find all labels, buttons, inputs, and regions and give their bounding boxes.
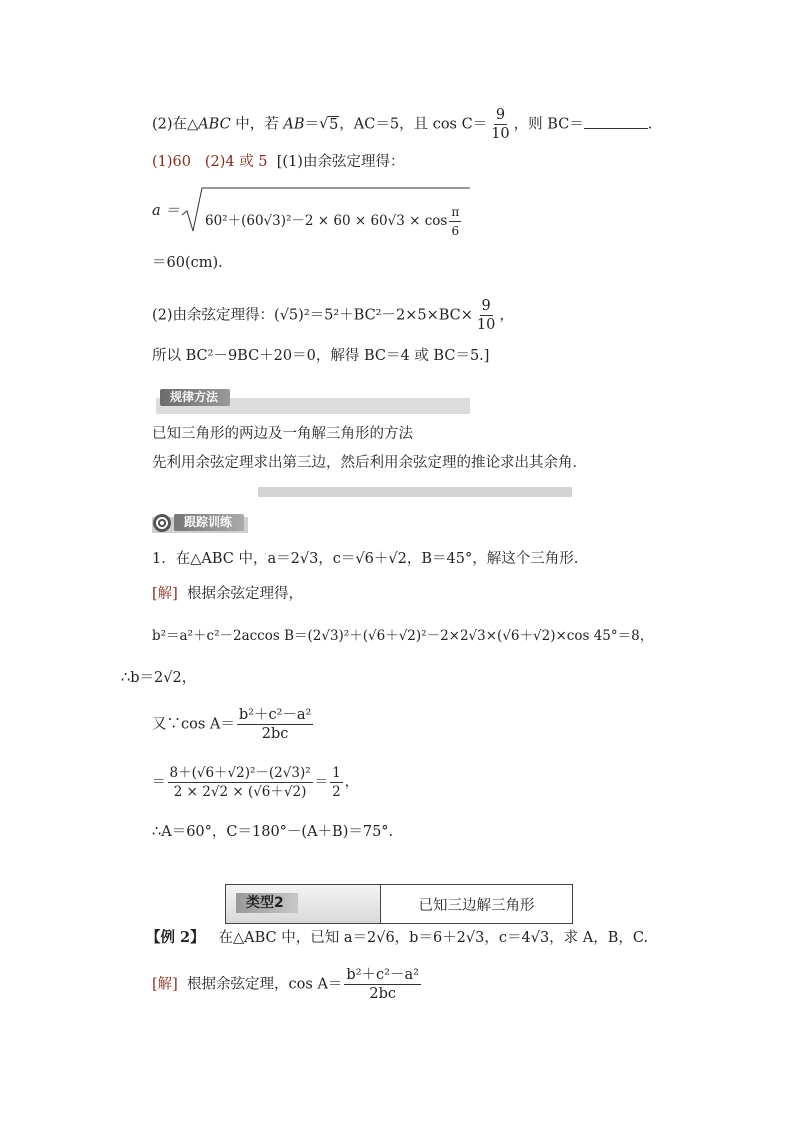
formula-a-body: [205, 203, 463, 240]
solution-2-end: ，: [499, 307, 514, 324]
question-2: [152, 106, 652, 143]
solution-1-intro: [152, 584, 303, 604]
eval-end: ，: [344, 774, 359, 790]
q2-frac-num: 9: [495, 107, 506, 123]
exercise-1: 1．在△ABC 中，a＝2√3，c＝√6＋√2，B＝45°，解这个三角形.: [152, 551, 579, 567]
solution-2-line: [152, 297, 514, 334]
final-line: ∴A＝60°，C＝180°－(A＋B)＝75°.: [152, 824, 394, 840]
example-2-tag: 【例 2】: [146, 929, 205, 946]
method-title: 已知三角形的两边及一角解三角形的方法: [152, 426, 413, 442]
eval-eq2: ＝: [314, 774, 329, 790]
method-tag: 规律方法: [160, 389, 230, 406]
solution-2-conclusion: 所以 BC²－9BC＋20＝0，解得 BC＝4 或 BC＝5.]: [152, 348, 490, 364]
b-value-line: ∴b＝2√2，: [121, 670, 197, 686]
target-icon: [153, 514, 171, 532]
q2-sqrt5: [319, 115, 339, 135]
half-den: 2: [332, 784, 341, 800]
eval-num: 8＋(√6＋√2)²－(2√3)²: [169, 765, 311, 781]
solution-2-cos-fraction: [344, 966, 421, 1003]
example-2-text: 在△ABC 中，已知 a＝2√6，b＝6＋2√3，c＝4√3，求 A，B，C.: [218, 930, 649, 946]
solution-2-den: 10: [476, 317, 496, 333]
cos-a-eval-line: [152, 764, 358, 801]
eq-60cm: ＝60(cm)．: [152, 255, 233, 271]
type-label-cell: [226, 885, 381, 923]
solution-2-intro-text: 根据余弦定理，cos A＝: [187, 976, 343, 993]
q2-sqrt5-value: 5: [329, 116, 339, 133]
solution-2-cos-den: 2bc: [369, 986, 396, 1002]
solution-2-label: [解]: [152, 976, 178, 993]
cos-a-den: 2bc: [261, 726, 289, 742]
solution-2-text: (2)由余弦定理得：(√5)²＝5²＋BC²－2×5×BC×: [152, 307, 473, 324]
q2-then: ，则 BC＝: [513, 116, 584, 133]
method-body: 先利用余弦定理求出第三边，然后利用余弦定理的推论求出其余角．: [152, 455, 587, 471]
half-fraction: [330, 764, 343, 801]
eval-den: 2 × 2√2 × (√6＋√2): [173, 784, 307, 800]
eval-fraction: [168, 764, 313, 801]
formula-a-text: 60²＋(60√3)²－2 × 60 × 60√3 × cos: [205, 213, 448, 229]
answer-1: (1)60: [152, 154, 191, 170]
q2-frac-den: 10: [491, 126, 510, 142]
section-divider: [258, 487, 572, 497]
solution-2-cos-num: b²＋c²－a²: [346, 967, 419, 983]
pi-over-6: [449, 203, 461, 240]
cos-a-num: b²＋c²－a²: [238, 707, 312, 723]
solution-1-label: [解]: [152, 586, 178, 602]
cos-a-line: [152, 706, 315, 743]
type-box: [225, 884, 573, 924]
q2-ac-text: ，AC＝5，且 cos C＝: [339, 116, 488, 133]
q2-eq: ＝: [304, 116, 320, 133]
q2-mid: 中，若: [230, 116, 284, 133]
q2-prefix: (2)在△: [152, 116, 199, 133]
b-squared-line: b²＝a²＋c²－2accos B＝(2√3)²＋(√6＋√2)²－2×2√3×(√6＋√2)×cos 45°＝8，: [152, 628, 654, 644]
cos-a-fraction: [237, 706, 314, 743]
answer-rest: [(1)由余弦定理得：: [276, 154, 405, 170]
solution-2-num: 9: [481, 298, 491, 314]
eval-eq: ＝: [152, 774, 166, 790]
solution-1-text: 根据余弦定理得，: [187, 586, 304, 602]
q2-ab: AB: [283, 116, 305, 133]
pi-num: π: [449, 203, 461, 222]
track-tag: 跟踪训练: [174, 514, 244, 531]
type-title: 已知三边解三角形: [418, 897, 535, 914]
q2-fraction: [489, 106, 511, 143]
example-2: [146, 928, 648, 948]
q2-end: .: [647, 116, 653, 133]
pi-den: 6: [451, 224, 460, 238]
solution-2-intro: [152, 966, 423, 1003]
answer-line: [152, 152, 404, 172]
formula-a-lhs: a ＝: [152, 203, 180, 219]
answer-blank[interactable]: [584, 114, 648, 129]
answer-2: (2)4 或 5: [204, 154, 268, 170]
type-label: 类型2: [236, 893, 298, 913]
solution-2-fraction: [475, 297, 497, 334]
cos-a-prefix: 又∵cos A＝: [152, 716, 235, 733]
half-num: 1: [332, 765, 341, 781]
q2-abc: ABC: [198, 116, 231, 133]
